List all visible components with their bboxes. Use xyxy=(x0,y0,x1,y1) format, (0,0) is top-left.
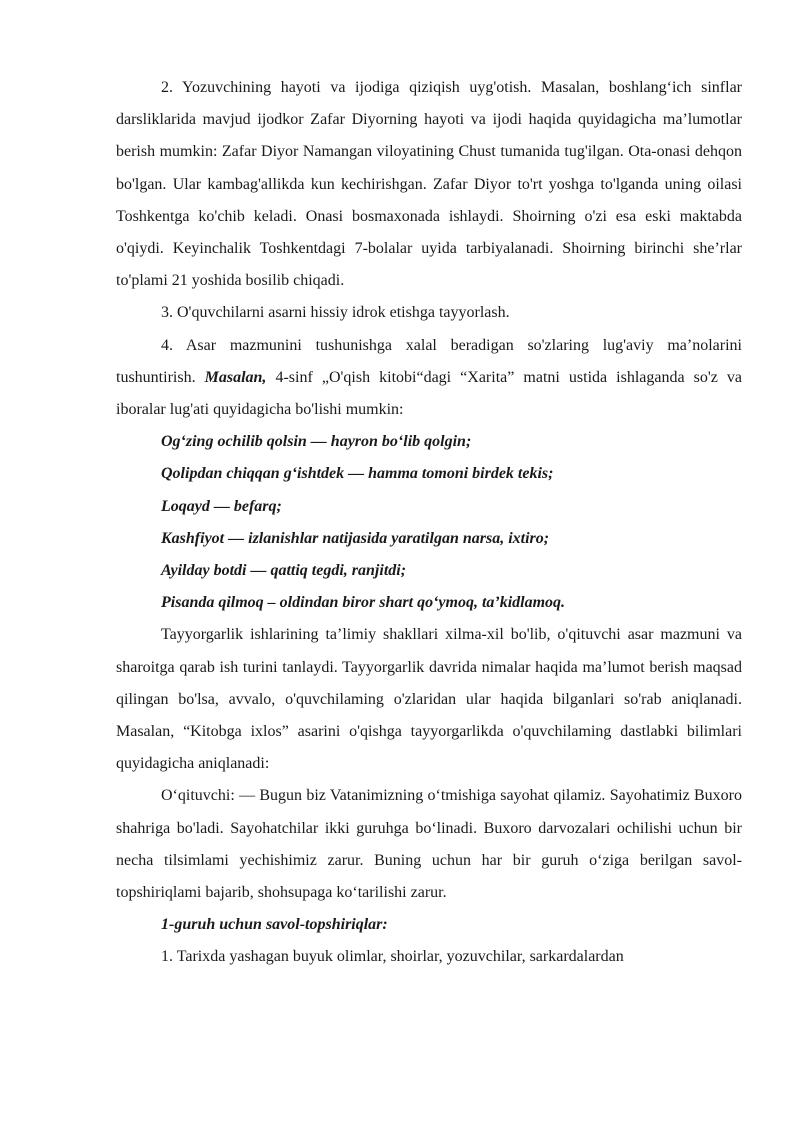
vocabulary-intro-text: 4. Asar mazmunini tushunishga xalal beradigan so'zlaring lug'aviy ma’nolarini tushuntirish. xyxy=(116,336,742,386)
paragraph-writer-interest: 2. Yozuvchining hayoti va ijodiga qiziqish uyg'otish. Masalan, boshlang‘ich sinflar darsliklarida mavjud ijodkor Zafar Diyorning hayoti va ijodi haqida quyidagicha ma’lumotlar berish mumkin: Zafar Diyor Namangan viloyatining Chust tumanida tug'ilgan. Ota-onasi dehqon bo'lgan. Ular kambag'allikda kun kechirishgan. Zafar Diyor to'rt yoshga to'lganda uning oilasi Toshkentga ko'chib keladi. Onasi bosmaxonada ishlaydi. Shoirning o'zi esa eski maktabda o'qiydi. Keyinchalik Toshkentdagi 7-bolalar uyida tarbiyalanadi. Shoirning birinchi she’rlar to'plami 21 yoshida bosilib chiqadi. xyxy=(116,79,742,290)
paragraph-emotional-prep: 3. O'quvchilarni asarni hissiy idrok etishga tayyorlash. xyxy=(161,304,510,322)
vocabulary-intro-text-end: 4-sinf „O'qish kitobi“dagi “Xarita” matni ustida ishlaganda so'z va iboralar lug'ati quyidagicha bo'lishi mumkin: xyxy=(116,368,743,419)
vocabulary-entry: Pisanda qilmoq – oldindan biror shart qo‘ymoq, ta’kidlamoq. xyxy=(161,594,566,612)
group-1-heading: 1-guruh uchun savol-topshiriqlar: xyxy=(161,916,388,934)
paragraph-vocabulary-intro xyxy=(116,330,742,427)
paragraph-preparation-forms: Tayyorgarlik ishlarining ta’limiy shakllari xilma-xil bo'lib, o'qituvchi asar mazmuni va sharoitga qarab ish turini tanlaydi. Tayyorgarlik davrida nimalar haqida ma’lumot berish maqsad qilingan bo'lsa, avvalo, o'quvchilaming o'zlaridan ular haqida bilganlari so'rab aniqlanadi. Masalan, “Kitobga ixlos” asarini o'qishga tayyorgarlikda o'quvchilaming dastlabki bilimlari quyidagicha aniqlanadi: xyxy=(116,626,742,773)
paragraph-teacher-dialogue: O‘qituvchi: — Bugun biz Vatanimizning o‘tmishiga sayohat qilamiz. Sayohatimiz Buxoro shahriga bo'ladi. Sayohatchilar ikki guruhga bo‘linadi. Buxoro darvozalari ochilishi uchun bir necha tilsimlami yechishimiz zarur. Buning uchun har bir guruh o‘ziga berilgan savol-topshiriqlami bajarib, shohsupaga ko‘tarilishi zarur. xyxy=(116,787,742,902)
document-page xyxy=(116,72,742,974)
vocabulary-entry: Ayilday botdi — qattiq tegdi, ranjitdi; xyxy=(161,562,407,580)
example-label: Masalan, xyxy=(204,368,267,386)
vocabulary-entry: Kashfiyot — izlanishlar natijasida yaratilgan narsa, ixtiro; xyxy=(161,529,550,547)
vocabulary-entry: Loqayd — befarq; xyxy=(161,497,282,515)
task-item-1: 1. Tarixda yashagan buyuk olimlar, shoirlar, yozuvchilar, sarkardalardan xyxy=(161,948,624,966)
vocabulary-entry: Og‘zing ochilib qolsin — hayron bo‘lib qolgin; xyxy=(161,433,472,451)
vocabulary-entry: Qolipdan chiqqan g‘ishtdek — hamma tomoni birdek tekis; xyxy=(161,465,554,483)
